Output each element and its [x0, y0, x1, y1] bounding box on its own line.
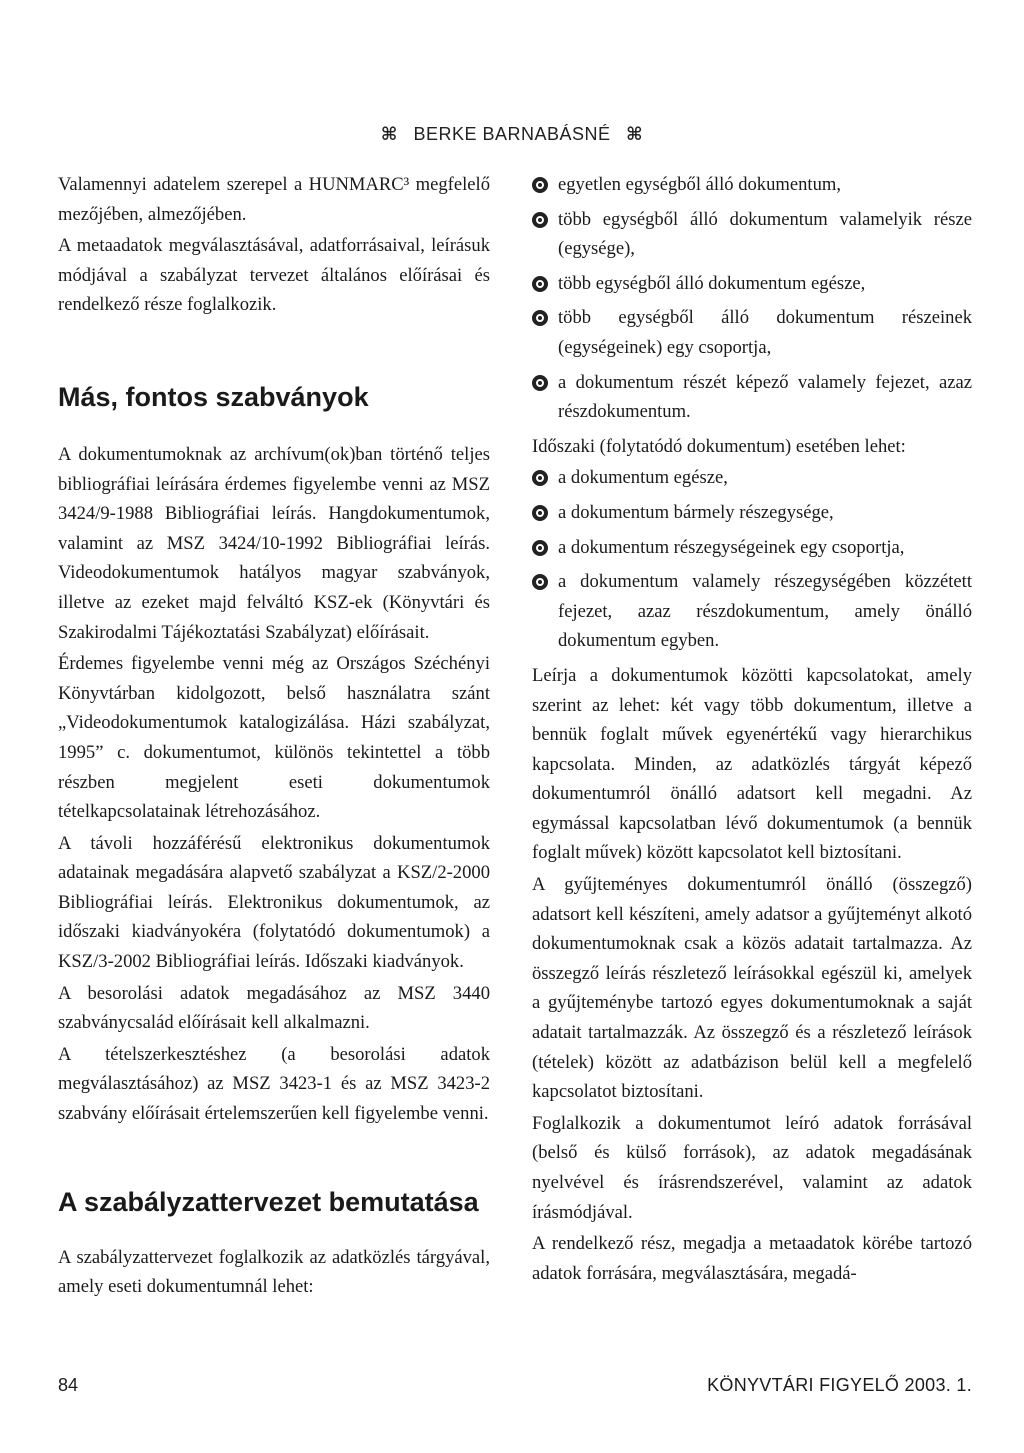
bullet-icon: [532, 540, 548, 556]
page-number: 84: [58, 1375, 79, 1395]
left-column: [58, 170, 490, 1304]
section-heading: A szabályzattervezet bemutatása: [58, 1186, 479, 1217]
list-intro: Időszaki (folytatódó dokumentum) esetében lehet:: [532, 435, 906, 457]
running-header: [0, 124, 1024, 145]
paragraph: A dokumentumoknak az archívum(ok)ban történő teljes bibliográfiai leírására érdemes figyelembe venni az MSZ 3424/9-1988 Bibliográfiai leírás. Hangdokumentumok, valamint az MSZ 3424/10-1992 Bibliográfiai leírás. Videodokumentumok hatályos magyar szabványok, illetve az ezeket majd felváltó KSZ-ek (Könyvtári és Szakirodalmi Tájékoztatási Szabályzat) előírásait.: [58, 443, 490, 643]
list-item: a dokumentum bármely részegysége,: [532, 498, 972, 528]
paragraph: A távoli hozzáférésű elektronikus dokumentumok adatainak megadására alapvető szabályzat a KSZ/2-2000 Bibliográfiai leírás. Elektronikus dokumentumok, az időszaki kiadványokéra (folytatódó dokumentumok) a KSZ/3-2002 Bibliográfiai leírás. Időszaki kiadványok.: [58, 832, 490, 973]
list-item: a dokumentum valamely részegységében közzétett fejezet, azaz részdokumentum, amely önálló dokumentum egyben.: [532, 567, 972, 656]
right-column: [532, 170, 972, 1290]
bullet-list: [532, 463, 972, 656]
list-item: több egységből álló dokumentum valamelyik része (egysége),: [532, 205, 972, 264]
journal-footer: KÖNYVTÁRI FIGYELŐ 2003. 1.: [707, 1375, 972, 1395]
list-item: a dokumentum részegységeinek egy csoportja,: [532, 533, 972, 563]
paragraph: Érdemes figyelembe venni még az Országos Széchényi Könyvtárban kidolgozott, belső használatra szánt „Videodokumentumok katalogizálása. Házi szabályzat, 1995” c. dokumentumot, különös tekintettel a több részben megjelent eseti dokumentumok tételkapcsolatainak létrehozásához.: [58, 653, 490, 823]
paragraph: A metaadatok megválasztásával, adatforrásaival, leírásuk módjával a szabályzat tervezet általános előírásai és rendelkező része foglalkozik.: [58, 235, 490, 316]
list-item: a dokumentum részét képező valamely fejezet, azaz részdokumentum.: [532, 368, 972, 427]
paragraph: Foglalkozik a dokumentumot leíró adatok forrásával (belső és külső források), az adatok megadásának nyelvével és írásrendszerével, valamint az adatok írásmódjával.: [532, 1112, 972, 1223]
list-item: egyetlen egységből álló dokumentum,: [532, 170, 972, 200]
paragraph: Valamennyi adatelem szerepel a HUNMARC³ megfelelő mezőjében, almezőjében.: [58, 174, 490, 225]
paragraph: A szabályzattervezet foglalkozik az adatközlés tárgyával, amely eseti dokumentumnál lehet:: [58, 1246, 490, 1298]
bullet-icon: [532, 310, 548, 326]
bullet-icon: [532, 212, 548, 228]
ornament-icon: ⌘: [626, 124, 644, 145]
bullet-icon: [532, 177, 548, 193]
bullet-icon: [532, 574, 548, 590]
bullet-icon: [532, 470, 548, 486]
bullet-list: [532, 170, 972, 427]
paragraph: A besorolási adatok megadásához az MSZ 3440 szabványcsalád előírásait kell alkalmazni.: [58, 982, 490, 1034]
section-heading: Más, fontos szabványok: [58, 381, 369, 412]
header-title: BERKE BARNABÁSNÉ: [413, 124, 611, 144]
paragraph: A gyűjteményes dokumentumról önálló (összegző) adatsort kell készíteni, amely adatsor a gyűjteményt alkotó dokumentumoknak csak a közös adatait tartalmazza. Az összegző leírás részletező leírásokkal egészül ki, amelyek a gyűjteménybe tartozó egyes dokumentumoknak a saját adatait tartalmazzák. Az összegző és a részletező leírások (tételek) között az adatbázison belül kell a megfelelő kapcsolatot biztosítani.: [532, 874, 972, 1103]
paragraph: A tételszerkesztéshez (a besorolási adatok megválasztásához) az MSZ 3423-1 és az MSZ 3423-2 szabvány előírásait értelemszerűen kell figyelembe venni.: [58, 1043, 490, 1125]
list-item: a dokumentum egésze,: [532, 463, 972, 493]
paragraph: Leírja a dokumentumok közötti kapcsolatokat, amely szerint az lehet: két vagy több dokumentum, illetve a bennük foglalt művek egyenértékű vagy hierarchikus kapcsolata. Minden, az adatközlés tárgyát képező dokumentumról önálló adatsort kell megadni. Az egymással kapcsolatban lévő dokumentumok (a bennük foglalt művek) között kapcsolatot kell biztosítani.: [532, 664, 972, 864]
paragraph: A rendelkező rész, megadja a metaadatok körébe tartozó adatok forrására, megválasztására, megadá-: [532, 1233, 972, 1284]
ornament-icon: ⌘: [380, 124, 398, 145]
bullet-icon: [532, 505, 548, 521]
list-item: több egységből álló dokumentum egésze,: [532, 269, 972, 299]
bullet-icon: [532, 375, 548, 391]
list-item: több egységből álló dokumentum részeinek (egységeinek) egy csoportja,: [532, 303, 972, 362]
bullet-icon: [532, 276, 548, 292]
